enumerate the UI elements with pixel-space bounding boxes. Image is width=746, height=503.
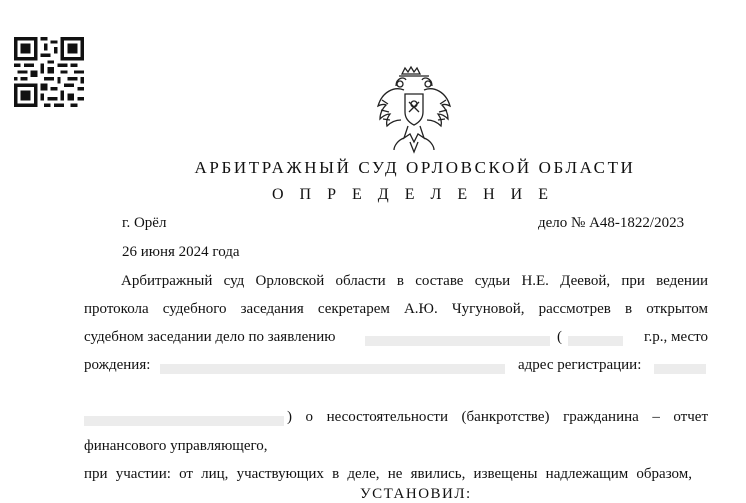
body-line-7: при участии: от лиц, участвующих в деле, не явились, извещены надлежащим образом, [84,466,692,482]
body-line-2: протокола судебного заседания секретарем А.Ю. Чугуновой, рассмотрев в открытом [84,301,708,317]
birthplace-label: рождения: [84,357,151,373]
body-line-6: финансового управляющего, [84,438,268,454]
body-line-5: ) о несостоятельности (банкротстве) гражданина – отчет [287,409,708,425]
body-line-3-end: г.р., место [644,329,708,345]
body-line-3-start: судебном заседании дело по заявлению [84,329,336,345]
coat-of-arms-emblem-icon [374,64,454,156]
case-number-label: дело № А48-1822/2023 [538,215,685,231]
city-label: г. Орёл [122,215,167,231]
decision-date-label: 26 июня 2024 года [122,244,240,260]
body-line-3-paren: ( [557,329,562,345]
redacted-birthplace [160,360,505,378]
qr-code [14,37,84,107]
established-heading: УСТАНОВИЛ: [360,486,472,502]
document-type-heading: О П Р Е Д Е Л Е Н И Е [272,186,554,203]
court-name-heading: АРБИТРАЖНЫЙ СУД ОРЛОВСКОЙ ОБЛАСТИ [194,158,636,177]
body-line-1: Арбитражный суд Орловской области в составе судьи Н.Е. Деевой, при ведении [121,273,708,289]
redacted-address [654,360,706,378]
redacted-applicant-name [365,332,550,350]
redacted-address-continued [84,412,284,430]
registration-address-label: адрес регистрации: [518,357,642,373]
redacted-birth-date [568,332,623,350]
